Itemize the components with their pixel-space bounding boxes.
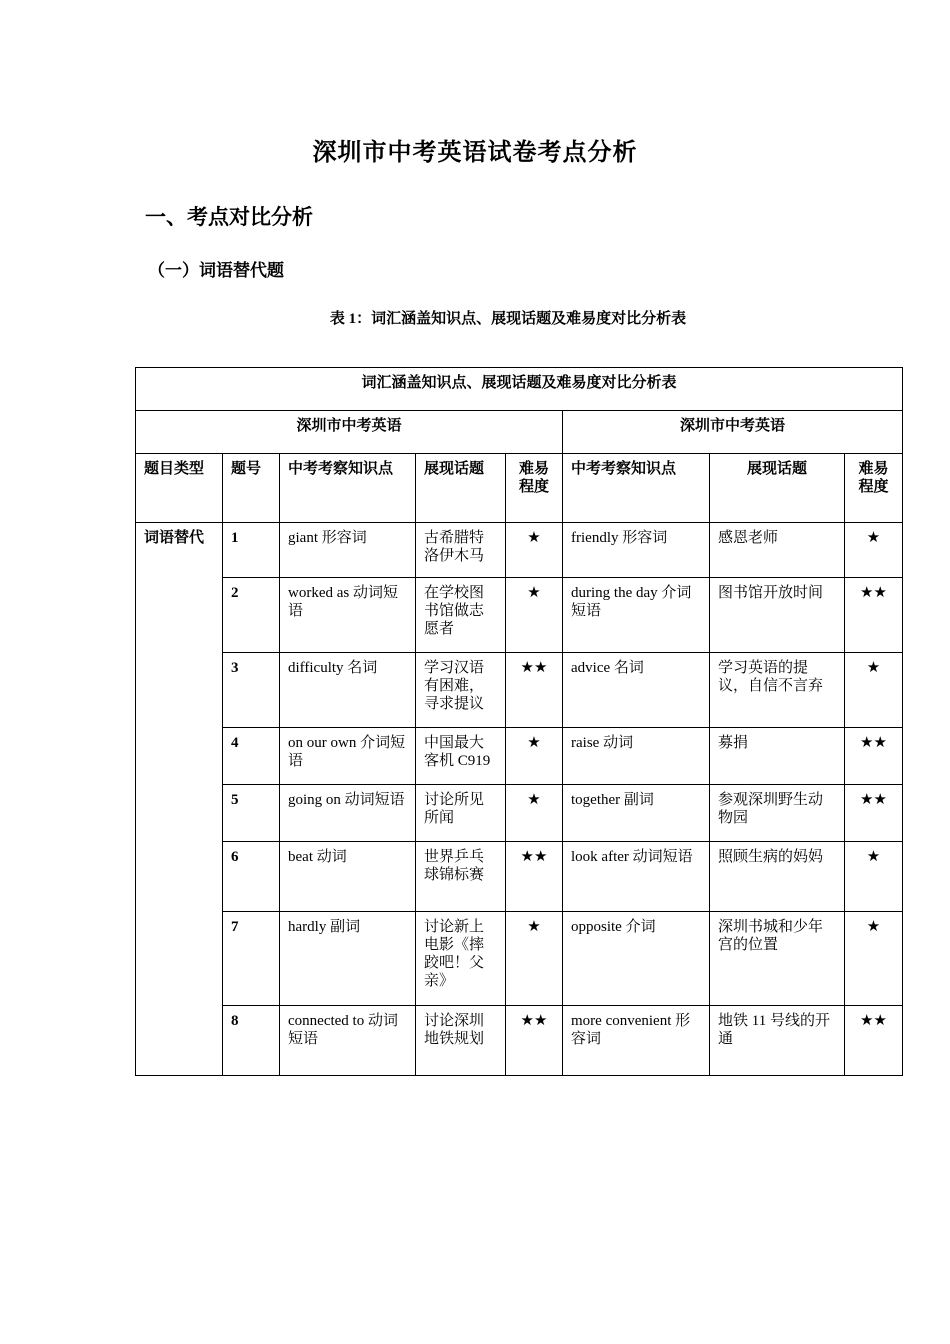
question-number-cell: 8 [223,1006,280,1076]
left-topic-cell: 世界乒乓球锦标赛 [416,842,506,912]
document-title: 深圳市中考英语试卷考点分析 [312,140,638,166]
right-topic-cell: 学习英语的提议，自信不言弃 [710,653,845,728]
table-title: 词汇涵盖知识点、展现话题及难易度对比分析表 [136,368,903,411]
column-header-left-difficulty: 难易程度 [506,454,563,523]
left-knowledge-cell: on our own 介词短语 [280,728,416,785]
right-knowledge-cell: more convenient 形容词 [563,1006,710,1076]
right-knowledge-cell: opposite 介词 [563,912,710,1006]
right-topic-cell: 感恩老师 [710,523,845,578]
subsection-heading: （一）词语替代题 [148,261,284,280]
right-difficulty-cell: ★ [845,912,903,1006]
right-difficulty-cell: ★★ [845,578,903,653]
column-header-row [136,454,903,523]
right-difficulty-cell: ★★ [845,1006,903,1076]
right-topic-cell: 图书馆开放时间 [710,578,845,653]
question-number-cell: 2 [223,578,280,653]
question-number-cell: 3 [223,653,280,728]
right-knowledge-cell: during the day 介词短语 [563,578,710,653]
left-topic-cell: 在学校图书馆做志愿者 [416,578,506,653]
right-knowledge-cell: advice 名词 [563,653,710,728]
left-topic-cell: 讨论所见所闻 [416,785,506,842]
left-knowledge-cell: difficulty 名词 [280,653,416,728]
left-difficulty-cell: ★ [506,785,563,842]
table-row [136,842,903,912]
left-knowledge-cell: worked as 动词短语 [280,578,416,653]
section-heading: 一、考点对比分析 [145,205,313,229]
group-header-left: 深圳市中考英语 [136,411,563,454]
table-row [136,653,903,728]
left-knowledge-cell: hardly 副词 [280,912,416,1006]
left-difficulty-cell: ★★ [506,1006,563,1076]
right-topic-cell: 深圳书城和少年宫的位置 [710,912,845,1006]
left-difficulty-cell: ★ [506,728,563,785]
column-header-left-knowledge: 中考考察知识点 [280,454,416,523]
column-header-right-knowledge: 中考考察知识点 [563,454,710,523]
left-difficulty-cell: ★ [506,523,563,578]
left-topic-cell: 讨论新上电影《摔跤吧！父亲》 [416,912,506,1006]
question-number-cell: 7 [223,912,280,1006]
column-header-type: 题目类型 [136,454,223,523]
left-knowledge-cell: going on 动词短语 [280,785,416,842]
column-header-right-topic: 展现话题 [710,454,845,523]
table-group-row [136,411,903,454]
right-knowledge-cell: look after 动词短语 [563,842,710,912]
right-topic-cell: 募捐 [710,728,845,785]
right-knowledge-cell: together 副词 [563,785,710,842]
right-difficulty-cell: ★ [845,842,903,912]
table-caption: 表 1：词汇涵盖知识点、展现话题及难易度对比分析表 [329,311,687,327]
column-header-right-difficulty: 难易程度 [845,454,903,523]
table-row [136,1006,903,1076]
table-row [136,578,903,653]
table-row [136,912,903,1006]
table-row [136,785,903,842]
right-topic-cell: 参观深圳野生动物园 [710,785,845,842]
right-knowledge-cell: friendly 形容词 [563,523,710,578]
left-difficulty-cell: ★ [506,578,563,653]
left-topic-cell: 讨论深圳地铁规划 [416,1006,506,1076]
left-knowledge-cell: beat 动词 [280,842,416,912]
left-difficulty-cell: ★★ [506,653,563,728]
right-difficulty-cell: ★★ [845,728,903,785]
left-topic-cell: 古希腊特洛伊木马 [416,523,506,578]
table-row [136,728,903,785]
left-knowledge-cell: giant 形容词 [280,523,416,578]
right-difficulty-cell: ★ [845,653,903,728]
table-title-row [136,368,903,411]
left-difficulty-cell: ★★ [506,842,563,912]
left-difficulty-cell: ★ [506,912,563,1006]
column-header-left-topic: 展现话题 [416,454,506,523]
left-topic-cell: 学习汉语有困难，寻求提议 [416,653,506,728]
question-number-cell: 4 [223,728,280,785]
question-number-cell: 1 [223,523,280,578]
table-row [136,523,903,578]
question-number-cell: 6 [223,842,280,912]
question-type-cell: 词语替代 [136,523,223,1076]
question-number-cell: 5 [223,785,280,842]
left-knowledge-cell: connected to 动词短语 [280,1006,416,1076]
left-topic-cell: 中国最大客机 C919 [416,728,506,785]
comparison-table [135,367,903,1076]
right-topic-cell: 地铁 11 号线的开通 [710,1006,845,1076]
right-knowledge-cell: raise 动词 [563,728,710,785]
right-difficulty-cell: ★ [845,523,903,578]
group-header-right: 深圳市中考英语 [563,411,903,454]
right-difficulty-cell: ★★ [845,785,903,842]
right-topic-cell: 照顾生病的妈妈 [710,842,845,912]
column-header-number: 题号 [223,454,280,523]
